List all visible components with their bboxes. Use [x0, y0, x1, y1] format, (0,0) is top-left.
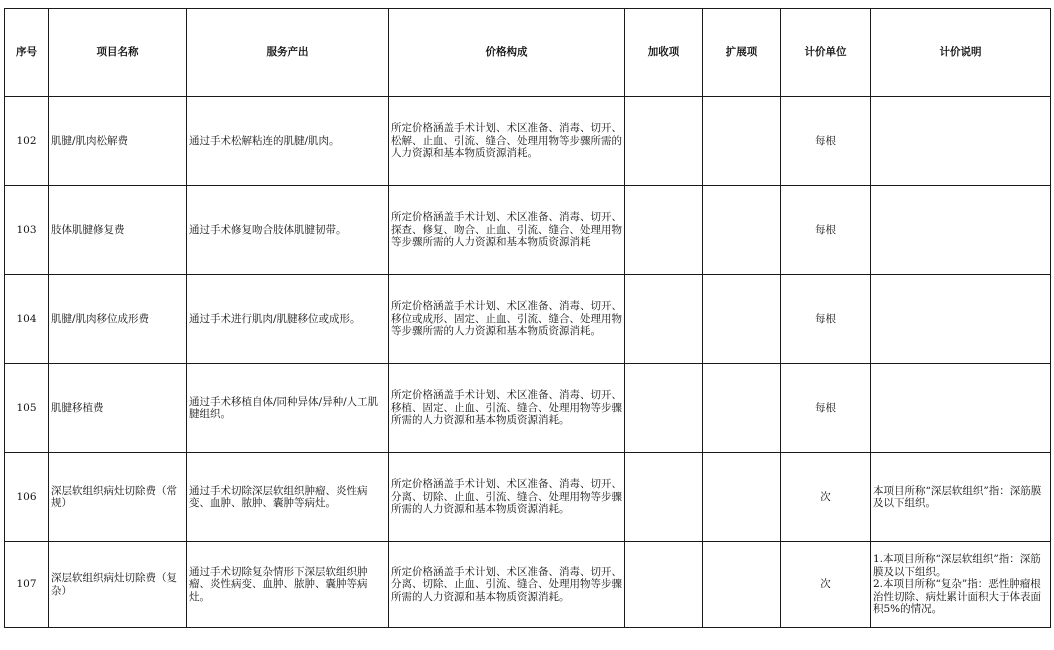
cell-unit: 每根 — [781, 97, 871, 186]
cell-surcharge — [625, 186, 703, 275]
cell-extension — [703, 186, 781, 275]
header-name: 项目名称 — [49, 9, 187, 97]
cell-surcharge — [625, 453, 703, 542]
cell-seq: 105 — [5, 364, 49, 453]
cell-seq: 103 — [5, 186, 49, 275]
header-note: 计价说明 — [871, 9, 1051, 97]
cell-output: 通过手术松解粘连的肌腱/肌肉。 — [187, 97, 389, 186]
cell-name: 肌腱/肌肉松解费 — [49, 97, 187, 186]
cell-name: 肢体肌腱修复费 — [49, 186, 187, 275]
cell-seq: 107 — [5, 542, 49, 628]
pricing-table — [4, 8, 1051, 628]
cell-unit: 次 — [781, 542, 871, 628]
cell-unit: 次 — [781, 453, 871, 542]
table-row — [5, 275, 1051, 364]
cell-seq: 106 — [5, 453, 49, 542]
table-row — [5, 364, 1051, 453]
cell-extension — [703, 275, 781, 364]
cell-price: 所定价格涵盖手术计划、术区准备、消毒、切开、移植、固定、止血、引流、缝合、处理用物等步骤所需的人力资源和基本物质资源消耗。 — [389, 364, 625, 453]
cell-output: 通过手术修复吻合肢体肌腱韧带。 — [187, 186, 389, 275]
header-seq: 序号 — [5, 9, 49, 97]
table-row — [5, 453, 1051, 542]
cell-surcharge — [625, 542, 703, 628]
cell-name: 深层软组织病灶切除费（复杂） — [49, 542, 187, 628]
header-output: 服务产出 — [187, 9, 389, 97]
cell-output: 通过手术移植自体/同种异体/异种/人工肌腱组织。 — [187, 364, 389, 453]
cell-extension — [703, 453, 781, 542]
header-unit: 计价单位 — [781, 9, 871, 97]
cell-price: 所定价格涵盖手术计划、术区准备、消毒、切开、移位或成形、固定、止血、引流、缝合、处理用物等步骤所需的人力资源和基本物质资源消耗。 — [389, 275, 625, 364]
cell-output: 通过手术切除复杂情形下深层软组织肿瘤、炎性病变、血肿、脓肿、囊肿等病灶。 — [187, 542, 389, 628]
header-extension: 扩展项 — [703, 9, 781, 97]
note-line: 2.本项目所称“复杂”指：恶性肿瘤根治性切除、病灶累计面积大于体表面积5%的情况。 — [873, 578, 1041, 616]
cell-price: 所定价格涵盖手术计划、术区准备、消毒、切开、探查、修复、吻合、止血、引流、缝合、处理用物等步骤所需的人力资源和基本物质资源消耗 — [389, 186, 625, 275]
cell-note — [871, 275, 1051, 364]
cell-extension — [703, 97, 781, 186]
cell-note — [871, 542, 1051, 628]
table-row — [5, 542, 1051, 628]
table-row — [5, 97, 1051, 186]
cell-note: 本项目所称“深层软组织”指：深筋膜及以下组织。 — [871, 453, 1051, 542]
cell-extension — [703, 364, 781, 453]
cell-price: 所定价格涵盖手术计划、术区准备、消毒、切开、松解、止血、引流、缝合、处理用物等步骤所需的人力资源和基本物质资源消耗。 — [389, 97, 625, 186]
header-surcharge: 加收项 — [625, 9, 703, 97]
cell-price: 所定价格涵盖手术计划、术区准备、消毒、切开、分离、切除、止血、引流、缝合、处理用物等步骤所需的人力资源和基本物质资源消耗。 — [389, 453, 625, 542]
cell-seq: 102 — [5, 97, 49, 186]
cell-note — [871, 97, 1051, 186]
cell-price: 所定价格涵盖手术计划、术区准备、消毒、切开、分离、切除、止血、引流、缝合、处理用物等步骤所需的人力资源和基本物质资源消耗。 — [389, 542, 625, 628]
cell-unit: 每根 — [781, 186, 871, 275]
header-row — [5, 9, 1051, 97]
table-row — [5, 186, 1051, 275]
cell-surcharge — [625, 97, 703, 186]
cell-output: 通过手术切除深层软组织肿瘤、炎性病变、血肿、脓肿、囊肿等病灶。 — [187, 453, 389, 542]
cell-name: 深层软组织病灶切除费（常规） — [49, 453, 187, 542]
cell-note — [871, 186, 1051, 275]
cell-name: 肌腱移植费 — [49, 364, 187, 453]
header-price: 价格构成 — [389, 9, 625, 97]
note-line: 1.本项目所称“深层软组织”指：深筋膜及以下组织。 — [873, 553, 1041, 578]
cell-output: 通过手术进行肌肉/肌腱移位或成形。 — [187, 275, 389, 364]
cell-seq: 104 — [5, 275, 49, 364]
cell-extension — [703, 542, 781, 628]
cell-unit: 每根 — [781, 275, 871, 364]
cell-note — [871, 364, 1051, 453]
cell-surcharge — [625, 364, 703, 453]
cell-surcharge — [625, 275, 703, 364]
cell-unit: 每根 — [781, 364, 871, 453]
cell-name: 肌腱/肌肉移位成形费 — [49, 275, 187, 364]
